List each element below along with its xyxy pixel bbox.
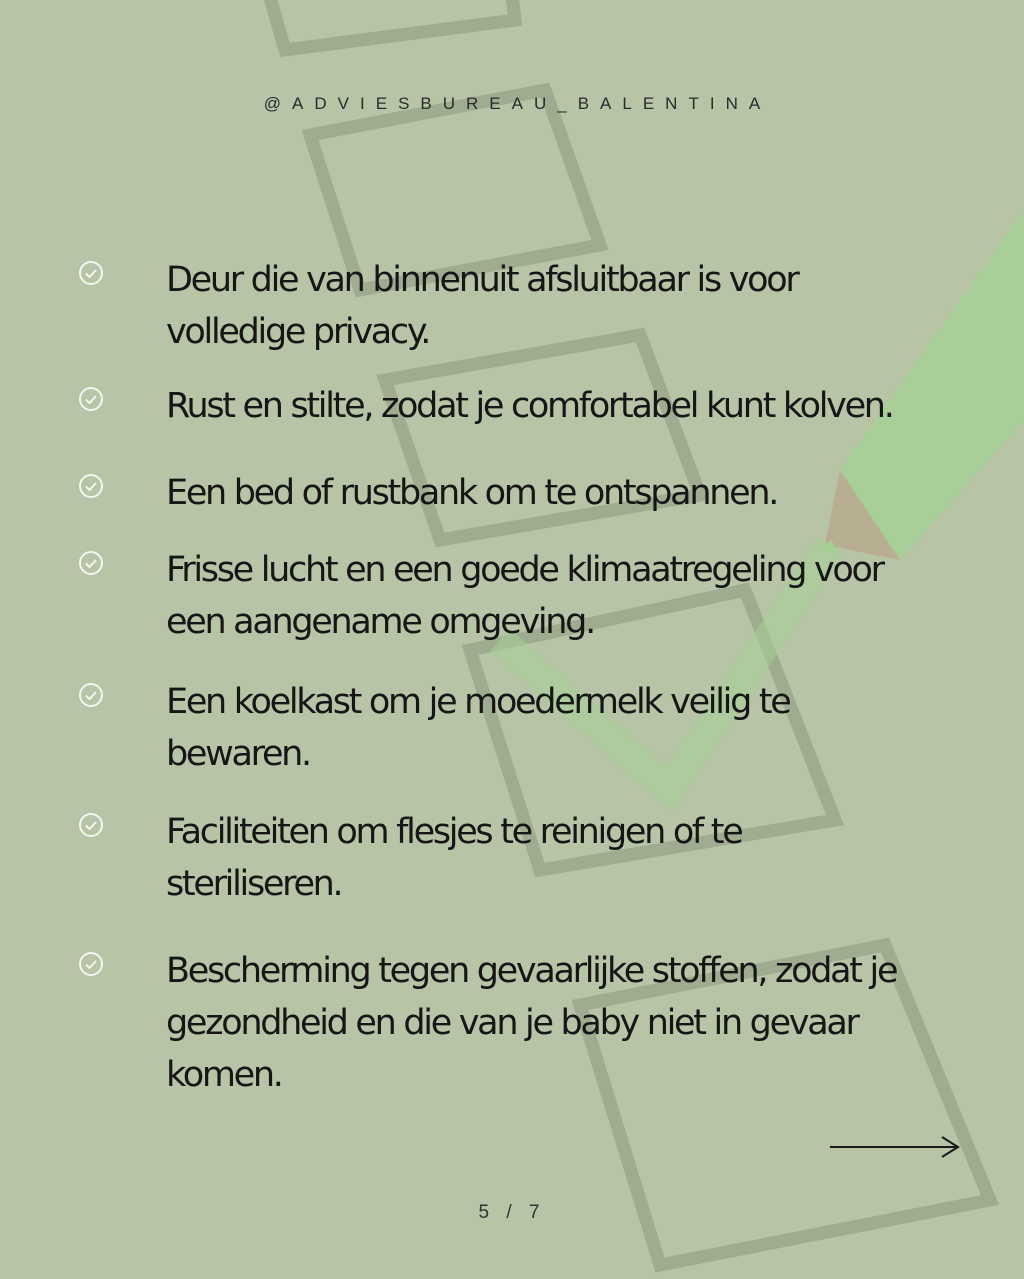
checklist-item [78,467,978,519]
check-circle-icon [78,951,104,977]
check-circle-icon [78,550,104,576]
checklist-item [78,676,978,780]
checklist-item-text: Deur die van binnenuit afsluitbaar is voor volledige privacy. [166,260,798,352]
page-indicator: 5 / 7 [478,1202,546,1223]
checklist-item-text: Faciliteiten om flesjes te reinigen of te steriliseren. [166,812,742,904]
checklist-item [78,806,978,910]
checklist-item-text: Een bed of rustbank om te ontspannen. [166,473,778,513]
checklist-item [78,945,978,1101]
arrow-right-icon[interactable] [830,1133,962,1161]
checklist-item-text: Frisse lucht en een goede klimaatregeling voor een aangename omgeving. [166,550,883,642]
checklist-item [78,380,978,432]
checklist-item-text: Een koelkast om je moedermelk veilig te bewaren. [166,682,790,774]
check-circle-icon [78,386,104,412]
account-handle: @ADVIESBUREAU_BALENTINA [263,94,772,113]
checklist-item [78,254,978,358]
checklist-item-text: Rust en stilte, zodat je comfortabel kunt kolven. [166,386,893,426]
checklist-item-text: Bescherming tegen gevaarlijke stoffen, zodat je gezondheid en die van je baby niet in gevaar komen. [166,951,897,1095]
check-circle-icon [78,260,104,286]
decor-checkbox-1 [265,0,515,50]
check-circle-icon [78,473,104,499]
checklist-item [78,544,978,648]
check-circle-icon [78,682,104,708]
check-circle-icon [78,812,104,838]
